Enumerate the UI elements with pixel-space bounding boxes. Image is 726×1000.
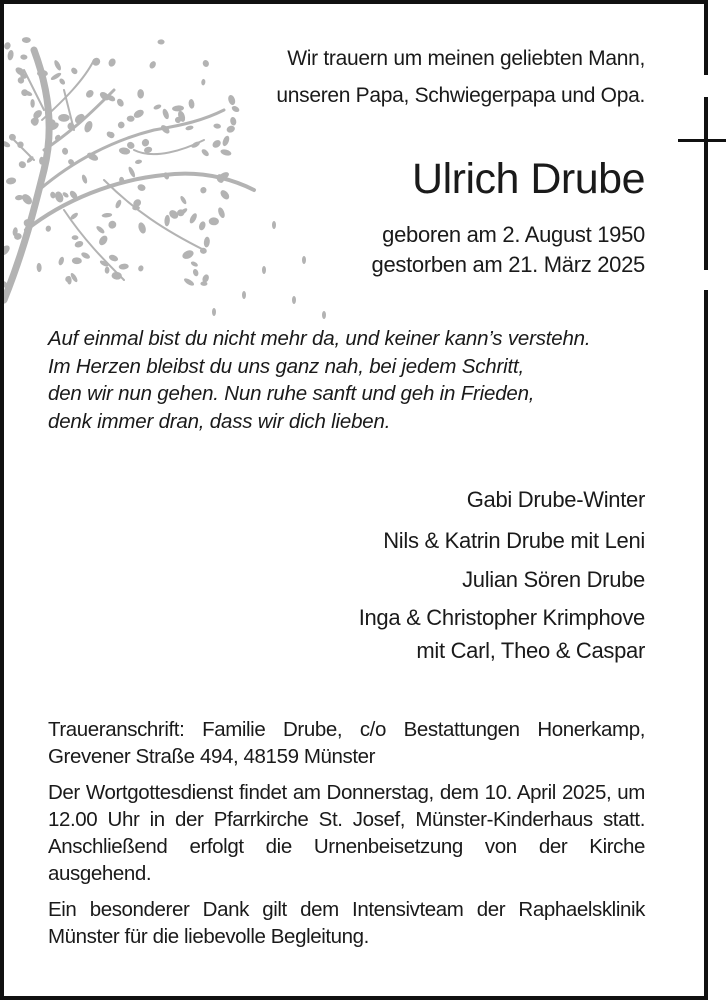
leaf-icon xyxy=(161,108,170,120)
leaf-icon xyxy=(116,98,125,108)
leaf-icon xyxy=(200,148,210,158)
leaf-icon xyxy=(185,125,194,131)
leaf-icon xyxy=(201,79,206,86)
leaf-icon xyxy=(16,140,25,149)
leaf-icon xyxy=(220,148,232,157)
leaf-icon xyxy=(4,244,12,258)
falling-leaf-icon xyxy=(302,256,306,264)
leaf-icon xyxy=(107,57,117,68)
leaf-icon xyxy=(190,260,199,267)
leaf-icon xyxy=(221,135,230,147)
leaf-icon xyxy=(114,199,122,209)
falling-leaf-icon xyxy=(262,266,266,274)
leaf-icon xyxy=(7,50,14,61)
mourning-address: Traueranschrift: Familie Drube, c/o Bestattungen Honerkamp, Grevener Straße 494, 48159 Münster xyxy=(48,718,645,768)
leaf-icon xyxy=(227,94,236,106)
leaf-icon xyxy=(58,77,66,85)
thanks-note: Ein besonderer Dank gilt dem Intensivteam der Raphaelsklinik Münster für die liebevolle Begleitung. xyxy=(48,898,645,948)
leaf-icon xyxy=(22,37,31,43)
deceased-name: Ulrich Drube xyxy=(412,155,645,203)
leaf-icon xyxy=(127,166,136,178)
leaf-icon xyxy=(58,256,65,266)
service-info: Der Wortgottesdienst findet am Donnerstag, dem 10. April 2025, um 12.00 Uhr in der Pfarrkirche St. Josef, Münster-Kinderhaus statt. Anschließend erfolgt die Urnenbeisetzung von der Kirche ausgehend. xyxy=(48,781,645,885)
leaf-icon xyxy=(231,105,241,114)
death-date: gestorben am 21. März 2025 xyxy=(371,252,645,277)
leaf-icon xyxy=(61,147,69,155)
leaf-icon xyxy=(226,124,236,133)
leaf-icon xyxy=(108,254,119,263)
leaf-icon xyxy=(105,267,110,274)
leaf-icon xyxy=(153,103,162,110)
leaf-icon xyxy=(199,186,207,194)
leaf-icon xyxy=(84,88,95,99)
leaf-icon xyxy=(179,195,187,205)
family-member: Nils & Katrin Drube mit Leni xyxy=(383,528,645,553)
intro-text xyxy=(276,40,645,114)
leaf-icon xyxy=(80,251,91,260)
leaf-icon xyxy=(202,59,210,68)
leaf-icon xyxy=(83,120,94,134)
leaf-icon xyxy=(91,56,102,67)
birth-date: geboren am 2. August 1950 xyxy=(382,222,645,247)
falling-leaf-icon xyxy=(212,308,216,316)
leaf-icon xyxy=(72,235,79,240)
leaf-icon xyxy=(70,66,79,75)
life-dates xyxy=(372,220,645,280)
leaf-icon xyxy=(229,116,237,126)
leaf-icon xyxy=(217,206,226,218)
leaf-icon xyxy=(95,225,106,235)
falling-leaf-icon xyxy=(292,296,296,304)
leaf-icon xyxy=(137,221,147,234)
leaf-icon xyxy=(209,217,219,225)
family-member: Inga & Christopher Krimphove xyxy=(358,605,645,630)
falling-leaf-icon xyxy=(272,221,276,229)
poem-line: Im Herzen bleibst du uns ganz nah, bei jedem Schritt, xyxy=(48,354,524,378)
leaf-icon xyxy=(137,183,147,192)
family-member: mit Carl, Theo & Caspar xyxy=(416,638,645,663)
leaf-icon xyxy=(181,249,195,261)
border-right-segment xyxy=(704,290,708,1000)
leaf-icon xyxy=(111,271,122,280)
family-member: Gabi Drube-Winter xyxy=(466,487,645,512)
cross-icon xyxy=(678,139,726,142)
leaf-icon xyxy=(101,212,112,217)
leaf-icon xyxy=(213,123,221,129)
falling-leaf-icon xyxy=(242,291,246,299)
falling-leaf-icon xyxy=(322,311,326,319)
leaf-icon xyxy=(36,263,41,272)
leaf-icon xyxy=(4,140,11,149)
leaf-icon xyxy=(203,236,210,247)
leaf-icon xyxy=(107,219,118,230)
leaf-icon xyxy=(50,191,57,199)
border-right-segment xyxy=(704,97,708,270)
leaf-icon xyxy=(172,105,184,112)
leaf-icon xyxy=(4,41,12,50)
leaf-icon xyxy=(135,159,143,164)
family-member: Julian Sören Drube xyxy=(462,567,645,592)
leaf-icon xyxy=(127,115,135,121)
leaf-icon xyxy=(192,268,199,277)
leaf-icon xyxy=(137,89,144,99)
poem xyxy=(48,325,590,435)
poem-line: Auf einmal bist du nicht mehr da, und keiner kann’s verstehn. xyxy=(48,327,591,350)
leaf-icon xyxy=(137,265,144,273)
leaf-icon xyxy=(5,177,16,185)
intro-line: Wir trauern um meinen geliebten Mann, xyxy=(287,47,645,70)
leaf-icon xyxy=(74,240,84,249)
leaf-icon xyxy=(183,277,195,287)
leaf-icon xyxy=(198,220,207,231)
intro-line: unseren Papa, Schwiegerpapa und Opa. xyxy=(276,84,645,107)
leaf-icon xyxy=(97,234,109,247)
poem-line: den wir nun gehen. Nun ruhe sanft und geh in Frieden, xyxy=(48,382,535,405)
leaf-icon xyxy=(164,215,170,227)
leaf-icon xyxy=(188,212,198,224)
leaf-icon xyxy=(18,160,28,169)
leaf-icon xyxy=(20,54,28,60)
leaf-icon xyxy=(117,120,126,129)
leaf-icon xyxy=(148,60,157,70)
leaf-icon xyxy=(54,190,65,203)
border-right-segment xyxy=(704,0,708,75)
leaf-icon xyxy=(72,257,82,264)
leaf-icon xyxy=(219,189,231,202)
leaf-icon xyxy=(158,39,165,44)
leaf-icon xyxy=(81,174,88,184)
leaf-icon xyxy=(188,99,195,109)
leaf-icon xyxy=(53,59,62,71)
leaf-icon xyxy=(211,138,222,149)
leaf-icon xyxy=(30,99,35,108)
leaf-icon xyxy=(58,114,70,122)
poem-line: denk immer dran, dass wir dich lieben. xyxy=(48,409,391,433)
leaf-icon xyxy=(140,138,150,148)
leaf-icon xyxy=(118,263,129,270)
leaf-icon xyxy=(45,225,52,232)
